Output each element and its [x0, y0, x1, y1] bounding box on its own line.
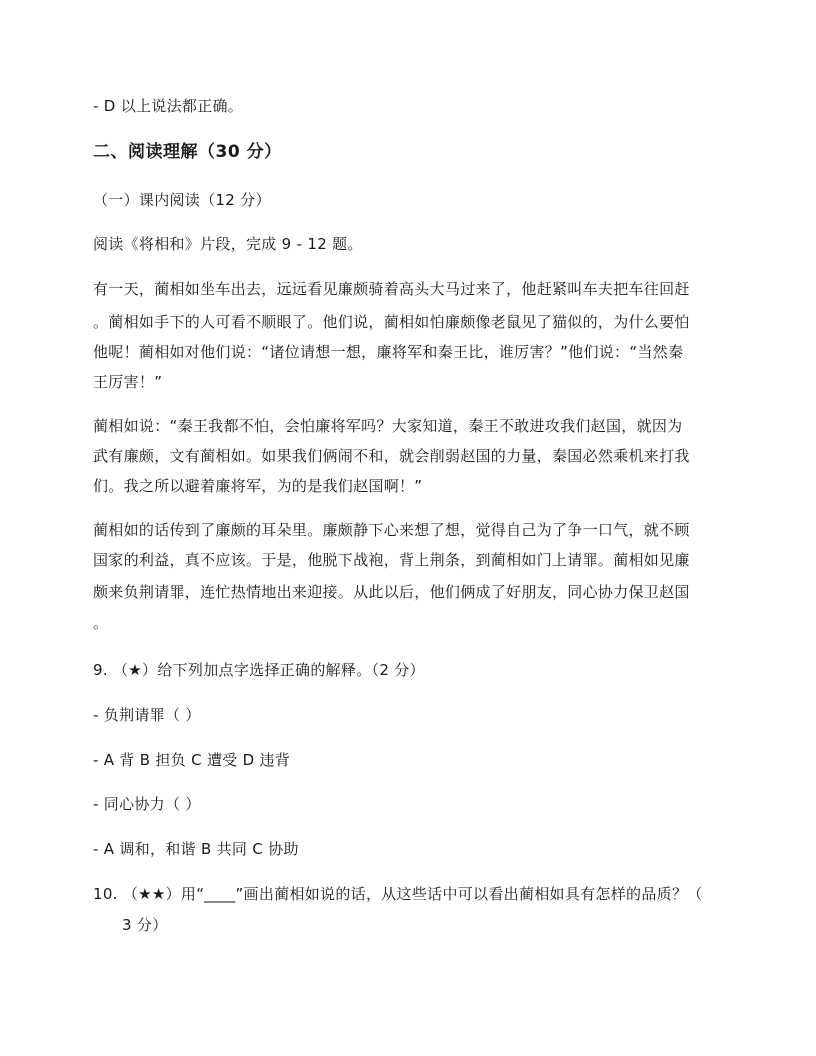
passage-line: 。蔺相如手下的人可看不顺眼了。他们说，蔺相如怕廉颇像老鼠见了猫似的，为什么要怕 [93, 313, 690, 331]
answer-options: - A 背 B 担负 C 遭受 D 违背 [93, 751, 291, 769]
passage-line: 他呢！蔺相如对他们说：“诸位请想一想，廉将军和秦王比，谁厉害？”他们说：“当然秦 [93, 343, 684, 361]
option-d-line: - D 以上说法都正确。 [93, 97, 244, 115]
subsection-heading: （一）课内阅读（12 分） [93, 191, 271, 209]
passage-line: 。 [93, 614, 109, 632]
answer-options: - A 调和，和谐 B 共同 C 协助 [93, 840, 299, 858]
question-9: 9. （★）给下列加点字选择正确的解释。（2 分） [93, 661, 425, 679]
question-10-continuation: 3 分） [122, 916, 168, 934]
passage-line: 武有廉颇，文有蔺相如。如果我们俩闹不和，就会削弱赵国的力量，秦国必然乘机来打我 [93, 447, 690, 465]
passage-line: 蔺相如的话传到了廉颇的耳朵里。廉颇静下心来想了想，觉得自己为了争一口气，就不顾 [93, 521, 690, 539]
question-item: - 负荆请罪（ ） [93, 706, 201, 724]
section-heading: 二、阅读理解（30 分） [93, 142, 282, 162]
passage-line: 国家的利益，真不应该。于是，他脱下战袍，背上荆条，到蔺相如门上请罪。蔺相如见廉 [93, 551, 690, 569]
passage-line: 有一天，蔺相如坐车出去，远远看见廉颇骑着高头大马过来了，他赶紧叫车夫把车往回赶 [93, 280, 690, 298]
passage-line: 们。我之所以避着廉将军，为的是我们赵国啊！” [93, 477, 423, 495]
instruction-line: 阅读《将相和》片段，完成 9 - 12 题。 [93, 235, 363, 253]
passage-line: 王厉害！” [93, 373, 163, 391]
question-item: - 同心协力（ ） [93, 795, 201, 813]
passage-line: 蔺相如说：“秦王我都不怕，会怕廉将军吗？大家知道，秦王不敢进攻我们赵国，就因为 [93, 417, 683, 435]
passage-line: 颇来负荆请罪，连忙热情地出来迎接。从此以后，他们俩成了好朋友，同心协力保卫赵国 [93, 583, 690, 601]
question-10: 10. （★★）用“____”画出蔺相如说的话，从这些话中可以看出蔺相如具有怎样的品质？（ [93, 885, 703, 903]
